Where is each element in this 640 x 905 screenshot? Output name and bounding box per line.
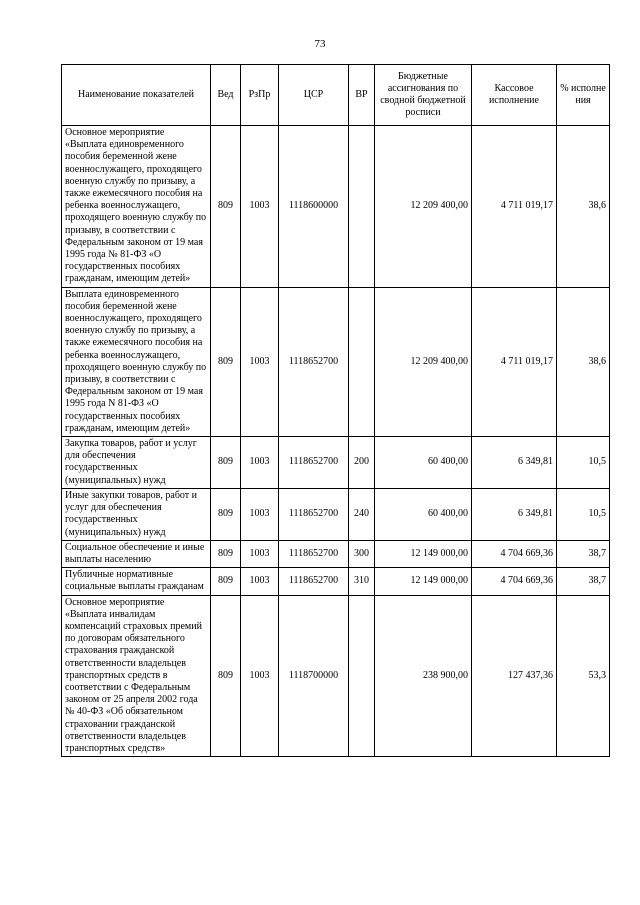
row-pct: 38,7: [557, 540, 610, 567]
row-vr: 200: [349, 437, 375, 489]
row-budget: 12 209 400,00: [375, 287, 472, 436]
row-pct: 38,6: [557, 126, 610, 288]
header-ved: Вед: [211, 65, 241, 126]
row-csr: 1118600000: [279, 126, 349, 288]
header-pct: % исполне ния: [557, 65, 610, 126]
table-row: [62, 126, 610, 288]
row-pct: 38,7: [557, 568, 610, 595]
row-budget: 12 209 400,00: [375, 126, 472, 288]
row-ved: 809: [211, 488, 241, 540]
row-cash: 4 704 669,36: [472, 568, 557, 595]
budget-table: [61, 64, 610, 757]
row-name: Основное мероприятие «Выплата инвалидам компенсаций страховых премий по договорам обязательного страхования гражданской ответственности владельцев транспортных средств в соответствии с Федеральным законом от 25 апреля 2002 года № 40-ФЗ «Об обязательном страховании гражданской ответственности владельцев транспортных средств»: [62, 595, 211, 757]
header-name: Наименование показателей: [62, 65, 211, 126]
header-csr: ЦСР: [279, 65, 349, 126]
row-rzpr: 1003: [241, 568, 279, 595]
row-budget: 12 149 000,00: [375, 568, 472, 595]
header-rzpr: РзПр: [241, 65, 279, 126]
row-cash: 4 704 669,36: [472, 540, 557, 567]
row-vr: [349, 287, 375, 436]
row-vr: 240: [349, 488, 375, 540]
row-name: Публичные нормативные социальные выплаты гражданам: [62, 568, 211, 595]
row-rzpr: 1003: [241, 488, 279, 540]
row-pct: 53,3: [557, 595, 610, 757]
row-name: Иные закупки товаров, работ и услуг для обеспечения государственных (муниципальных) нужд: [62, 488, 211, 540]
row-budget: 12 149 000,00: [375, 540, 472, 567]
table-row: [62, 540, 610, 567]
row-name: Выплата единовременного пособия беременной жене военнослужащего, проходящего военную службу по призыву, а также ежемесячного пособия на ребенка военнослужащего, проходящего военную службу по призыву, в соответствии с Федеральным законом от 19 мая 1995 года N 81-ФЗ «О государственных пособиях гражданам, имеющим детей»: [62, 287, 211, 436]
row-name: Закупка товаров, работ и услуг для обеспечения государственных (муниципальных) нужд: [62, 437, 211, 489]
row-rzpr: 1003: [241, 126, 279, 288]
row-csr: 1118652700: [279, 287, 349, 436]
row-name: Социальное обеспечение и иные выплаты населению: [62, 540, 211, 567]
row-rzpr: 1003: [241, 287, 279, 436]
row-ved: 809: [211, 540, 241, 567]
row-vr: [349, 126, 375, 288]
row-name: Основное мероприятие «Выплата единовременного пособия беременной жене военнослужащего, проходящего военную службу по призыву, а также ежемесячного пособия на ребенка военнослужащего, проходящего военную службу по призыву, в соответствии с Федеральным законом от 19 мая 1995 года № 81-ФЗ «О государственных пособиях гражданам, имеющим детей»: [62, 126, 211, 288]
row-cash: 6 349,81: [472, 437, 557, 489]
row-pct: 10,5: [557, 488, 610, 540]
row-pct: 38,6: [557, 287, 610, 436]
row-ved: 809: [211, 595, 241, 757]
row-cash: 6 349,81: [472, 488, 557, 540]
table-row: [62, 488, 610, 540]
row-csr: 1118652700: [279, 488, 349, 540]
row-vr: [349, 595, 375, 757]
row-csr: 1118652700: [279, 568, 349, 595]
table-row: [62, 568, 610, 595]
row-ved: 809: [211, 287, 241, 436]
row-budget: 60 400,00: [375, 437, 472, 489]
row-rzpr: 1003: [241, 540, 279, 567]
table-row: [62, 595, 610, 757]
row-csr: 1118652700: [279, 540, 349, 567]
header-budget: Бюджетные ассигнования по сводной бюджетной росписи: [375, 65, 472, 126]
row-rzpr: 1003: [241, 437, 279, 489]
row-pct: 10,5: [557, 437, 610, 489]
row-rzpr: 1003: [241, 595, 279, 757]
row-vr: 300: [349, 540, 375, 567]
header-row: [62, 65, 610, 126]
row-cash: 4 711 019,17: [472, 287, 557, 436]
header-vr: ВР: [349, 65, 375, 126]
row-ved: 809: [211, 568, 241, 595]
row-budget: 238 900,00: [375, 595, 472, 757]
row-ved: 809: [211, 126, 241, 288]
row-ved: 809: [211, 437, 241, 489]
row-csr: 1118700000: [279, 595, 349, 757]
table-row: [62, 287, 610, 436]
row-csr: 1118652700: [279, 437, 349, 489]
row-cash: 127 437,36: [472, 595, 557, 757]
row-cash: 4 711 019,17: [472, 126, 557, 288]
row-budget: 60 400,00: [375, 488, 472, 540]
table-row: [62, 437, 610, 489]
page-number: 73: [314, 38, 326, 50]
row-vr: 310: [349, 568, 375, 595]
header-cash: Кассовое исполнение: [472, 65, 557, 126]
